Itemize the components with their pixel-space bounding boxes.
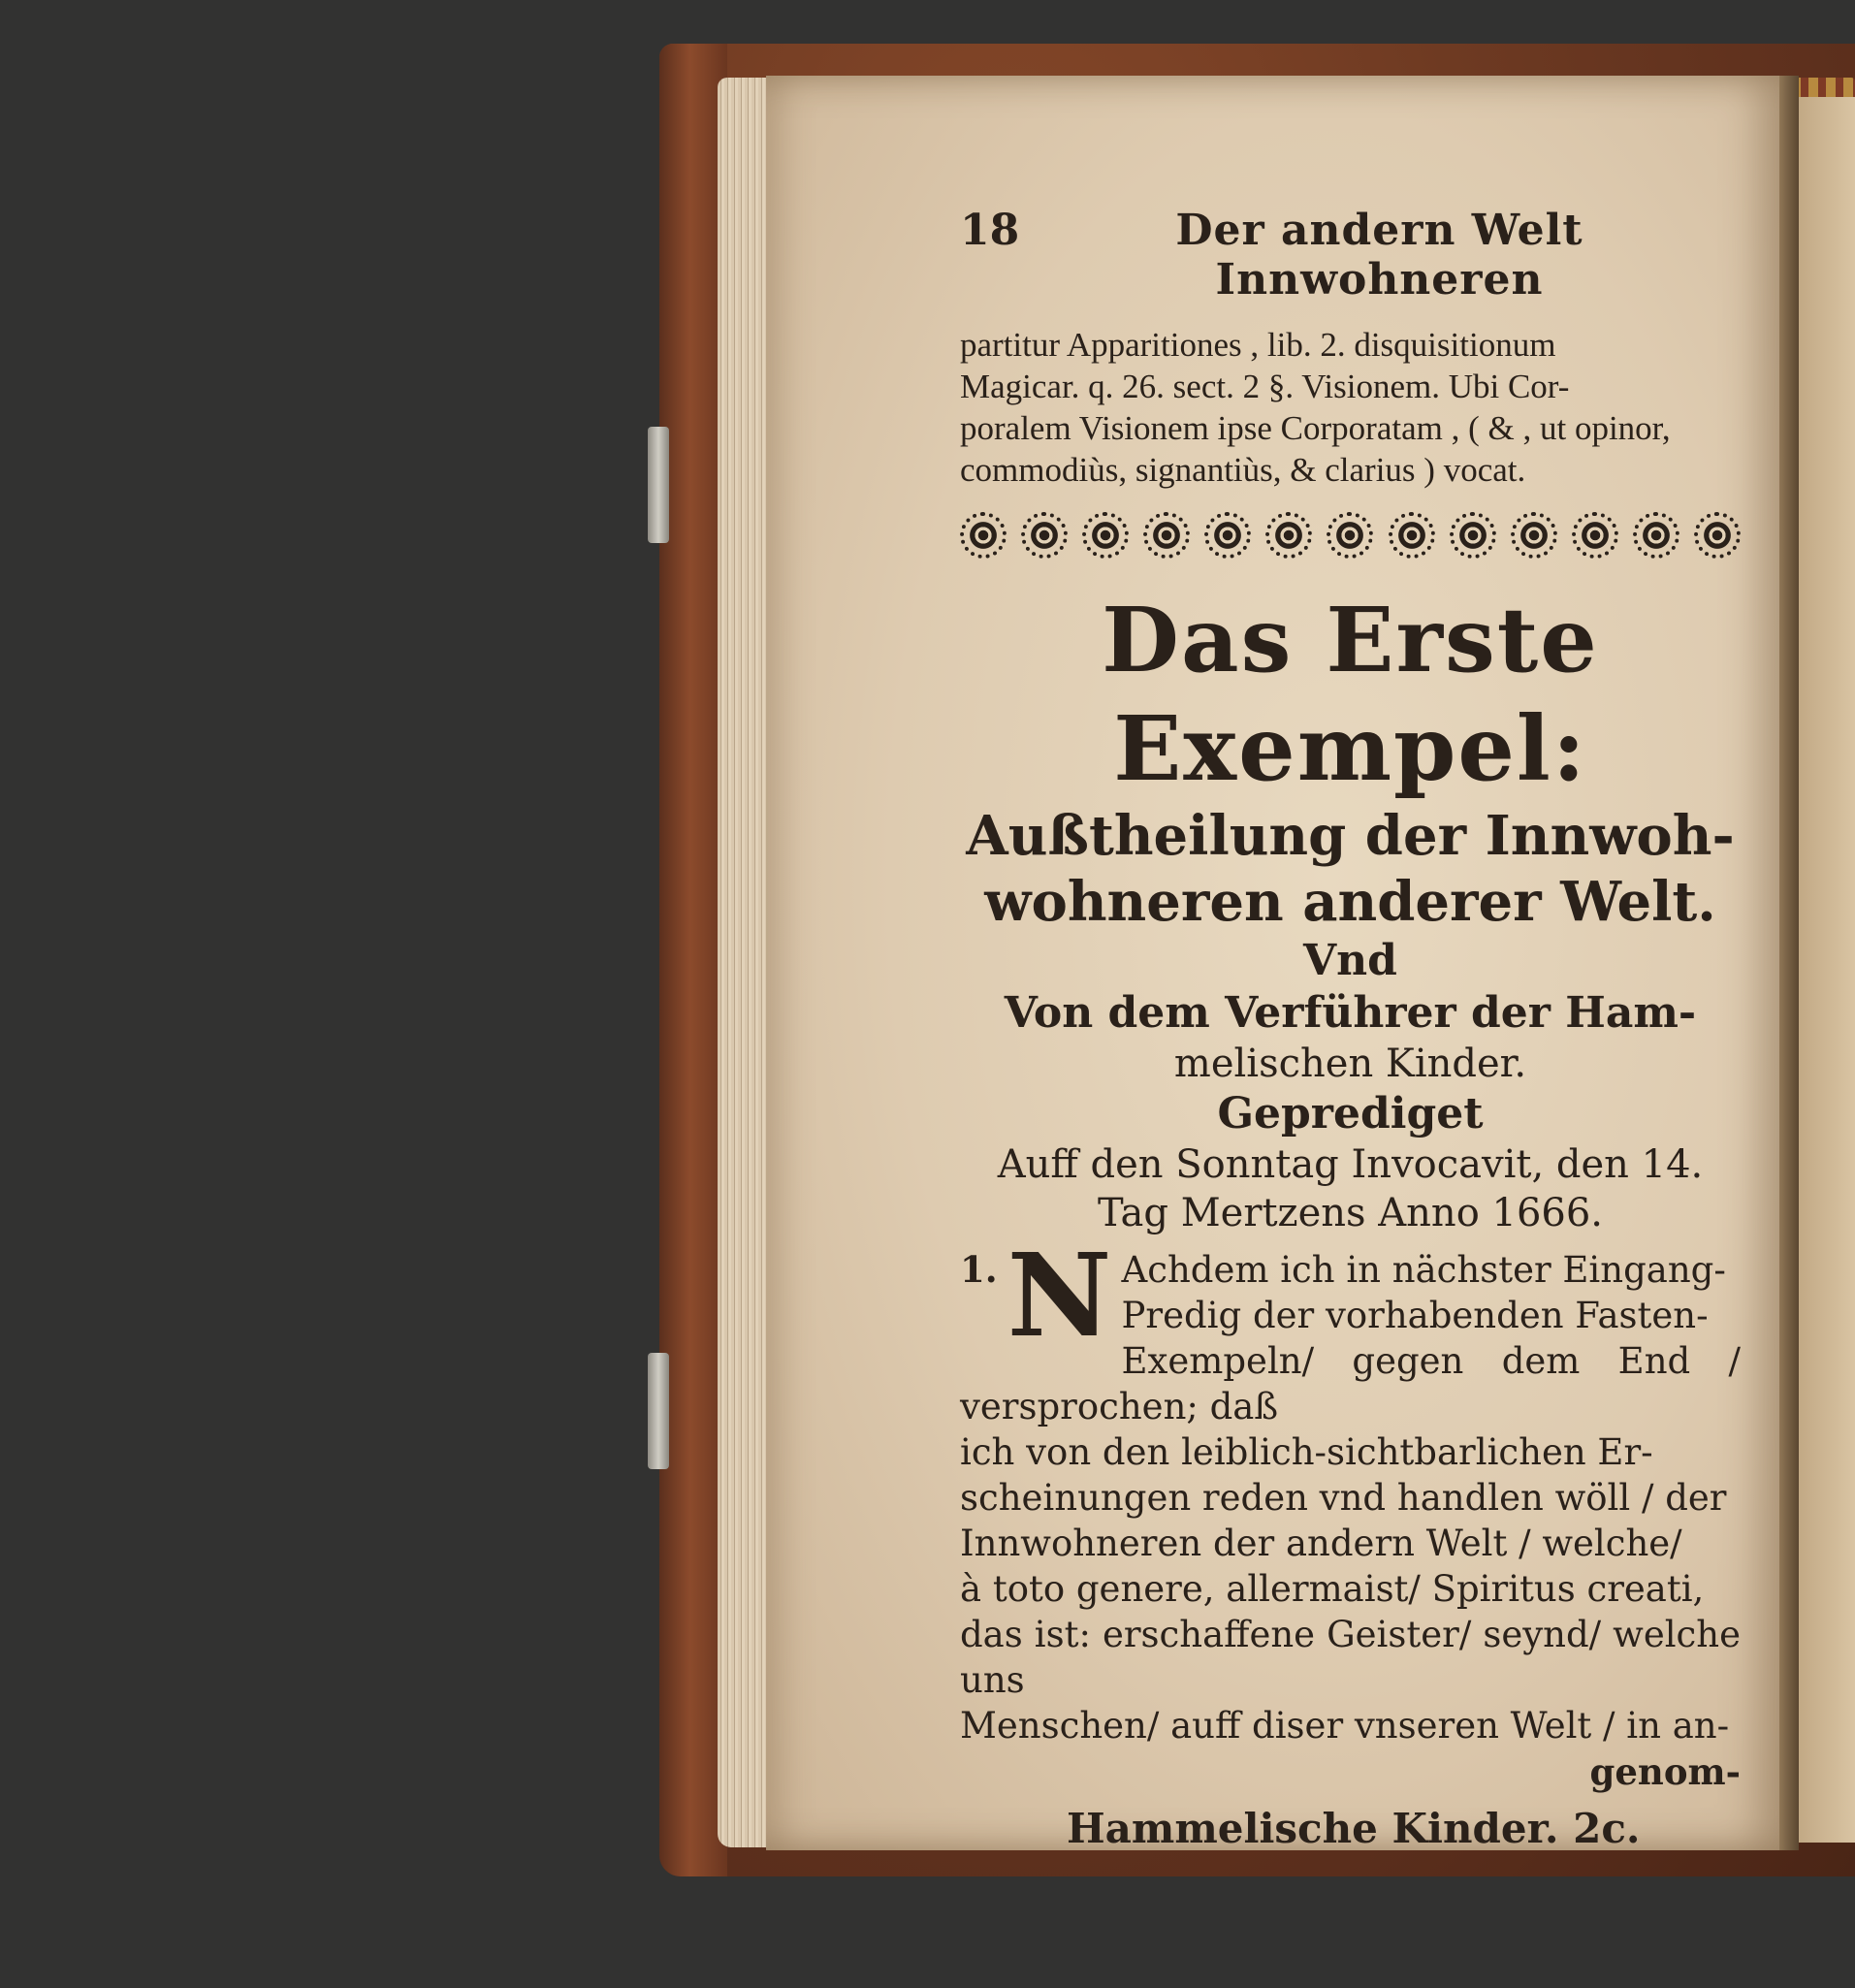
page-number: 18: [960, 206, 1020, 255]
latin-paragraph: [960, 324, 1741, 491]
subtitle-line: Außtheilung der Innwoh-: [966, 804, 1735, 868]
catchword: genom-: [1589, 1750, 1741, 1793]
preached-label: Geprediget: [1217, 1089, 1484, 1138]
ornament-icon: [1572, 512, 1618, 559]
page-gutter: [1779, 76, 1799, 1850]
ornament-icon: [1265, 512, 1312, 559]
page-header: [960, 206, 1741, 305]
body-line: Exempeln/ gegen dem End / versprochen; daß: [960, 1340, 1741, 1427]
latin-line: commodiùs, signantiùs, & clarius ) vocat.: [960, 451, 1526, 489]
clasp-top: [648, 427, 669, 543]
facing-page: [1799, 97, 1855, 1843]
date-line: Auff den Sonntag Invocavit, den 14.: [997, 1142, 1704, 1187]
body-paragraph: [960, 1228, 1741, 1748]
ornament-icon: [1021, 512, 1068, 559]
subtitle-line: wohneren anderer Welt.: [984, 870, 1716, 934]
page-text: [960, 206, 1741, 1852]
ornament-icon: [1389, 512, 1435, 559]
ornament-icon: [1327, 512, 1373, 559]
running-head: Der andern Welt Innwohneren: [1175, 206, 1583, 305]
date-line: Tag Mertzens Anno 1666.: [1097, 1191, 1604, 1235]
ornament-icon: [1511, 512, 1557, 559]
ornament-icon: [1450, 512, 1496, 559]
ornament-icon: [1143, 512, 1190, 559]
body-line: à toto genere, allermaist/ Spiritus creati,: [960, 1568, 1705, 1610]
drop-cap: N: [1007, 1228, 1112, 1363]
clasp-bottom: [648, 1353, 669, 1469]
ornament-icon: [1633, 512, 1679, 559]
body-line: scheinungen reden vnd handlen wöll / der: [960, 1477, 1727, 1519]
body-line: Predig der vorhabenden Fasten-: [1121, 1295, 1709, 1336]
section-heading-line: melischen Kinder.: [1173, 1042, 1527, 1086]
body-line: das ist: erschaffene Geister/ seynd/ welche uns: [960, 1614, 1741, 1701]
ornament-icon: [1204, 512, 1251, 559]
body-line: Menschen/ auff diser vnseren Welt / in an-: [960, 1705, 1730, 1747]
ornament-icon: [1082, 512, 1129, 559]
chapter-title: Das Erste Exempel:: [1102, 588, 1599, 801]
ornament-icon: [960, 512, 1007, 559]
ornament-icon: [1694, 512, 1741, 559]
ornament-row: [960, 512, 1741, 574]
body-line: ich von den leiblich-sichtbarlichen Er-: [960, 1431, 1653, 1473]
section-heading-line: Von dem Verführer der Ham-: [1004, 988, 1697, 1038]
latin-line: partitur Apparitiones , lib. 2. disquisitionum: [960, 326, 1556, 364]
latin-line: poralem Visionem ipse Corporatam , ( & , ut opinor,: [960, 409, 1671, 447]
paragraph-number: 1.: [960, 1248, 998, 1291]
conjunction: Vnd: [1303, 936, 1397, 985]
body-line: Achdem ich in nächster Eingang-: [1121, 1249, 1726, 1291]
footer-signature: Hammelische Kinder. 2c.: [1067, 1805, 1641, 1852]
body-line: Innwohneren der andern Welt / welche/: [960, 1523, 1682, 1564]
latin-line: Magicar. q. 26. sect. 2 §. Visionem. Ubi Cor-: [960, 368, 1570, 405]
